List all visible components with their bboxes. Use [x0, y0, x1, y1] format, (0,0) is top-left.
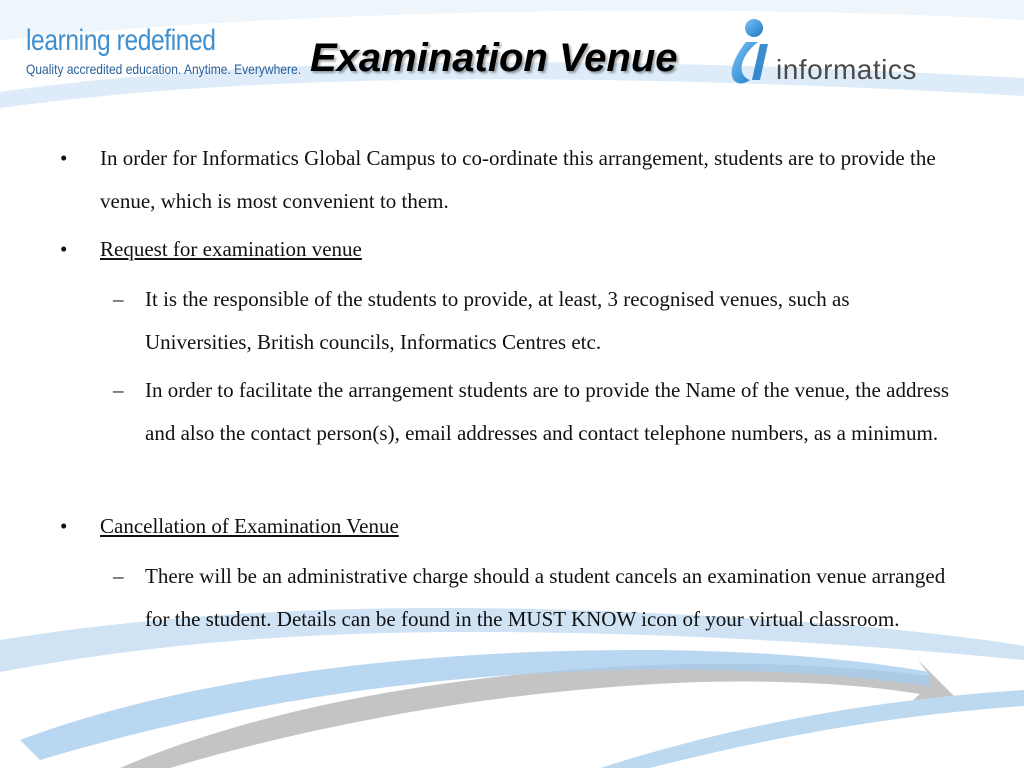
dash-marker: – — [113, 287, 124, 311]
logo-tagline-main: learning redefined — [26, 24, 216, 57]
page-title: Examination Venue — [310, 36, 678, 80]
list-item: There will be an administrative charge should a student cancels an examination venue arranged for the student. Details can be found in the MUST KNOW icon of your virtual classroom. — [145, 564, 946, 631]
informatics-wordmark: informatics — [776, 54, 917, 85]
section-heading-request: Request for examination venue — [100, 237, 362, 261]
list-item: In order to facilitate the arrangement students are to provide the Name of the venue, the address and also the contact person(s), email addresses and contact telephone numbers, as a minimum. — [145, 378, 950, 445]
list-item: In order for Informatics Global Campus to co-ordinate this arrangement, students are to provide the venue, which is most convenient to them. — [100, 146, 936, 213]
bullet-marker: • — [60, 237, 68, 261]
bullet-marker: • — [60, 146, 68, 170]
logo-tagline-sub: Quality accredited education. Anytime. Everywhere. — [26, 61, 302, 77]
bullet-marker: • — [60, 514, 68, 538]
dash-marker: – — [113, 564, 124, 588]
section-heading-cancellation: Cancellation of Examination Venue — [100, 514, 399, 538]
dash-marker: – — [113, 378, 124, 402]
list-item: It is the responsible of the students to provide, at least, 3 recognised venues, such as Universities, British councils, Informatics Centres etc. — [145, 287, 850, 354]
